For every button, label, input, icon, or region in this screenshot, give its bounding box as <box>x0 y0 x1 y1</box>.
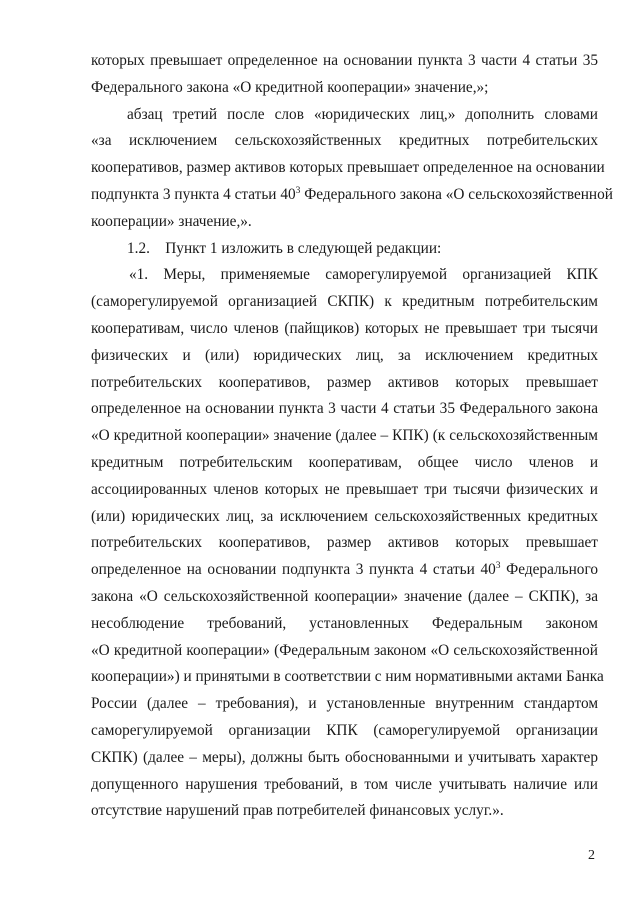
text-line-with-superscript <box>91 557 598 584</box>
page-number: 2 <box>588 848 595 863</box>
text-line: кооперации») и принятыми в соответствии с ним нормативными актами Банка <box>91 668 604 686</box>
text-line: закона «О сельскохозяйственной кооперации» значение (далее – СКПК), за <box>91 587 598 605</box>
item-heading <box>91 236 598 263</box>
text-fragment: Федерального <box>500 561 598 579</box>
document-page <box>91 48 613 825</box>
text-line: России (далее – требования), и установленные внутренним стандартом <box>91 695 598 713</box>
text-line: кредитным потребительским кооперативам, общее число членов и <box>91 453 598 471</box>
text-line: потребительских кооперативов, размер активов которых превышает <box>91 373 598 391</box>
text-line: отсутствие нарушений прав потребителей финансовых услуг.». <box>91 802 504 820</box>
text-line: (или) юридических лиц, за исключением сельскохозяйственных кредитных <box>91 507 598 525</box>
text-line: абзац третий после слов «юридических лиц,» дополнить словами <box>127 105 598 123</box>
text-line-with-superscript <box>91 182 613 209</box>
text-line: кооперативам, число членов (пайщиков) которых не превышает три тысячи <box>91 319 598 337</box>
text-line: кооперации» значение,». <box>91 212 252 230</box>
text-line: «1. Меры, применяемые саморегулируемой организацией КПК <box>129 266 598 284</box>
text-line: саморегулируемой организации КПК (саморегулируемой организации <box>91 721 598 739</box>
text-line: «за исключением сельскохозяйственных кредитных потребительских <box>91 132 598 150</box>
text-line: «О кредитной кооперации» значение (далее – КПК) (к сельскохозяйственным <box>91 427 598 445</box>
text-line: «О кредитной кооперации» (Федеральным законом «О сельскохозяйственной <box>91 641 598 659</box>
text-line: несоблюдение требований, установленных Федеральным законом <box>91 614 598 632</box>
text-line: ассоциированных членов которых не превышает три тысячи физических и <box>91 480 598 498</box>
superscript: 3 <box>295 185 301 196</box>
text-line: СКПК) (далее – меры), должны быть обоснованными и учитывать характер <box>91 748 598 766</box>
text-line: Федерального закона «О кредитной кооперации» значение,»; <box>91 78 489 96</box>
text-fragment: Федерального закона «О сельскохозяйственной <box>300 185 613 203</box>
text-line: кооперативов, размер активов которых превышает определенное на основании <box>91 159 605 177</box>
text-fragment: определенное на основании подпункта 3 пункта 4 статьи 40 <box>91 561 496 579</box>
text-fragment: подпункта 3 пункта 4 статьи 40 <box>91 185 296 203</box>
text-line: (саморегулируемой организацией СКПК) к кредитным потребительским <box>91 293 598 311</box>
text-line: потребительских кооперативов, размер активов которых превышает <box>91 534 598 552</box>
text-line: которых превышает определенное на основании пункта 3 части 4 статьи 35 <box>91 52 598 69</box>
item-text: Пункт 1 изложить в следующей редакции: <box>165 239 442 257</box>
text-line: определенное на основании пункта 3 части 4 статьи 35 Федерального закона <box>91 400 598 418</box>
item-number: 1.2. <box>127 239 150 257</box>
text-line: допущенного нарушения требований, в том числе учитывать наличие или <box>91 775 598 793</box>
superscript: 3 <box>495 561 501 572</box>
text-line: физических и (или) юридических лиц, за исключением кредитных <box>91 346 598 364</box>
